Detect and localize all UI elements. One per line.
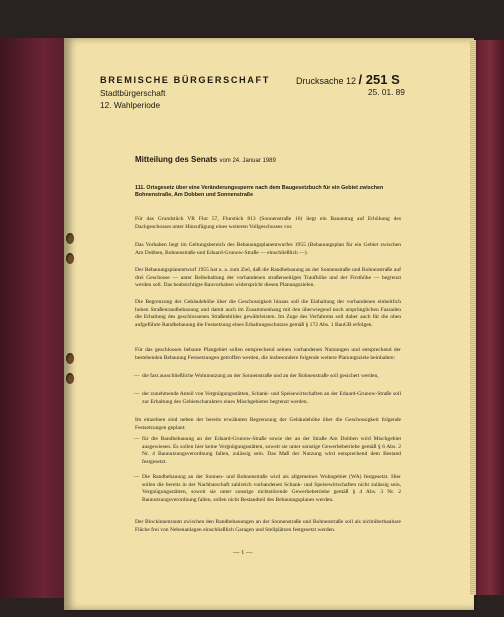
bullet-item: — die fast ausschließliche Wohnnutzung an der Sonnenstraße und an der Bohnenstraße soll gesichert werden, [142, 373, 401, 381]
paragraph: Für das Grundstück VR Flur 57, Flurstück 813 (Sonnenstraße 16) liegt ein Bauantrag auf Erhöhung des Dachgeschosses unter Hinzufügung eines weiteren Vollgeschosses vor. [135, 216, 401, 230]
page-number: — 1 — [233, 549, 253, 556]
punch-hole [66, 253, 74, 264]
organization-name: BREMISCHE BÜRGERSCHAFT [100, 75, 270, 85]
paragraph: Der Bebauungsplanentwurf 1955 hat u. a. zum Ziel, daß die Randbebauung an der Sonnenstraße und Bohnenstraße auf drei Geschosse — unter Beibehaltung der vorhandenen straßenseitigen Traufhöhe und der Firsthöhe — begrenzt werden soll. Das beabsichtigte Bauvorhaben widerspricht diesen Planungszielen. [135, 267, 401, 288]
punch-hole [66, 233, 74, 244]
bullet-item: — für die Randbebauung an der Eduard-Grunow-Straße sowie der an der Straße Am Dobben wird Mischgebiet ausgewiesen. Es sollen hier keine Vergnügungsstätten, soweit sie unter sonstige Gewerbebetriebe gemäß § 6 Abs. 2 Nr. 4 Baunutzungsverordnung fallen, zulässig sein. Das Maß der Nutzung wird entsprechend dem Bestand festgesetzt. [142, 436, 401, 466]
law-heading: 111. Ortsgesetz über eine Veränderungssperre nach dem Baugesetzbuch für ein Gebiet zwischen Bohnenstraße, Am Dobben und Sonnenstraße [135, 185, 384, 199]
chamber-name: Stadtbürgerschaft [100, 88, 166, 98]
page-stack-edge [470, 40, 476, 595]
bullet-item: — der zunehmende Anteil von Vergnügungsstätten, Schank- und Speisewirtschaften an der Eduard-Grunow-Straße soll zur Erhaltung des Gebietscharakters eines Mischgebietes begrenzt werden. [142, 391, 401, 406]
paragraph: Für das geschlossen bebaute Plangebiet sollen entsprechend seinen vorhandenen Nutzungen und entsprechend der bestehenden Bebauung Festsetzungen getroffen werden, die insbesondere folgende weitere Planungsziele beinhalten: [135, 347, 401, 361]
paragraph: Das Vorhaben liegt im Geltungsbereich des Bebauungsplanentwurfes 1955 (Bebauungsplan für ein Gebiet zwischen Am Dobben, Bohnenstraße und Eduard-Grunow-Straße — einschließlich —). [135, 242, 401, 256]
punch-hole [66, 373, 74, 384]
drucksache-label: Drucksache 12 [296, 76, 357, 86]
notice-date: vom 24. Januar 1989 [219, 158, 276, 164]
paragraph: Der Blockinnenraum zwischen den Randbebauungen an der Sonnenstraße und Bohnenstraße soll als nichtüberbaubare Fläche frei von Nebenanlagen einschließlich Garagen und Stellplätzen festgesetzt werden. [135, 519, 401, 533]
paragraph: Im einzelnen sind neben der bereits erwähnten Begrenzung der Gebäudehöhe über die Geschossigkeit folgende Festsetzungen geplant: [135, 417, 401, 431]
drucksache-number: / 251 S [358, 72, 400, 87]
paragraph: Die Begrenzung der Gebäudehöhe über die Geschossigkeit hinaus soll die Einhaltung der vorhandenen einheitlich hohen Straßenrandbebauung und damit auch im Zusammenhang mit den überwiegend noch ursprünglichen Fassaden die Erhaltung des geschlossenen Straßenbildes gewährleisten. Im Zuge des Verfahrens soll daher auch für die oben aufgeführte Randbebauung die Festsetzung eines Erhaltungsschutzes gemäß § 172 Abs. 1 BauGB erfolgen. [135, 299, 401, 328]
bullet-item: — Die Randbebauung an der Sonnen- und Bohnenstraße wird als allgemeines Wohngebiet (WA) festgesetzt. Hier sollen die bereits in der Nachbarschaft zahlreich vorhandenen Schank- und Speisewirtschaften nicht zulässig sein, Vergnügungsstätten, soweit sie unter sonstige nichtstörende Gewerbebetriebe gemäß § 4 Abs. 3 Nr. 2 Baunutzungsverordnung fallen, sollen nicht Bestandteil des Bebauungsplanes werden. [142, 474, 401, 504]
punch-hole [66, 353, 74, 364]
notice-title: Mitteilung des Senats vom 24. Januar 1989 [135, 155, 276, 164]
document-date: 25. 01. 89 [368, 87, 405, 97]
drucksache-reference [296, 72, 400, 87]
legislative-period: 12. Wahlperiode [100, 100, 161, 110]
